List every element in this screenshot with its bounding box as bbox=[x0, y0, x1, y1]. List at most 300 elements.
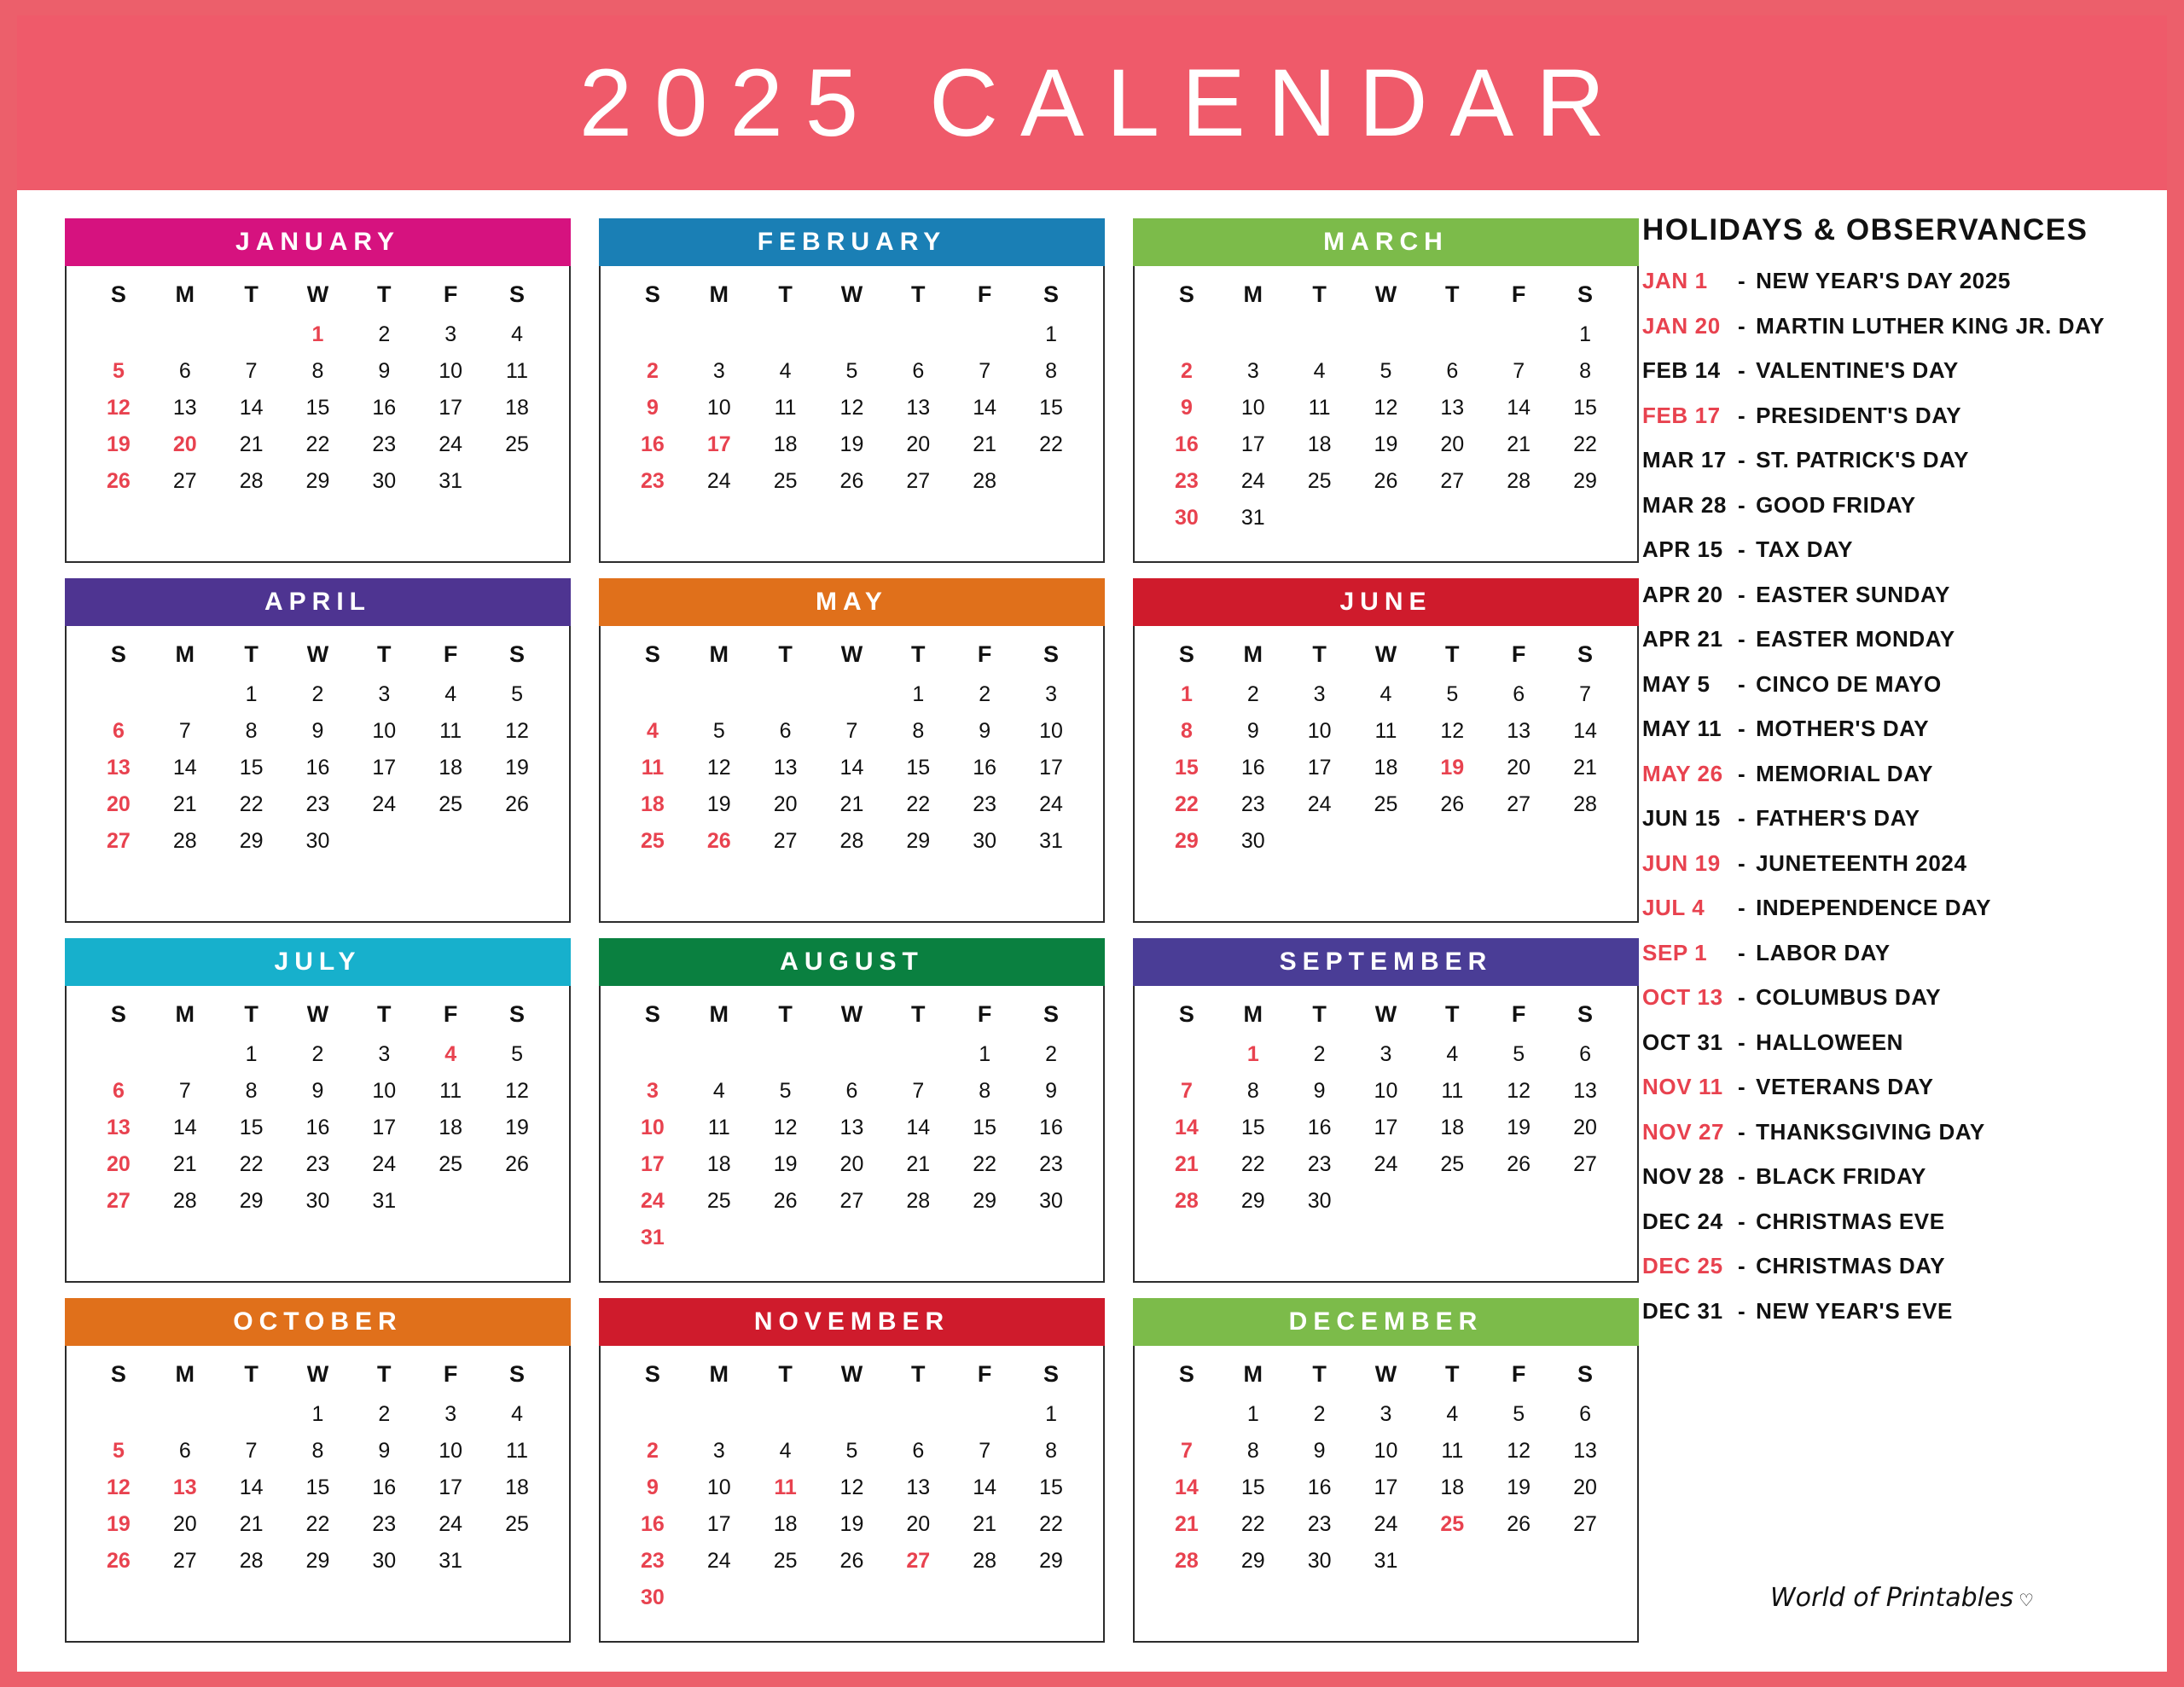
day-cell: 2 bbox=[1246, 682, 1259, 706]
weekday-label: S bbox=[110, 641, 126, 667]
day-cell: 22 bbox=[973, 1152, 997, 1176]
month-table bbox=[619, 1358, 1084, 1616]
day-cell: 24 bbox=[372, 1152, 397, 1176]
holiday-name: MOTHER'S DAY bbox=[1756, 716, 1930, 741]
holiday-separator: - bbox=[1738, 402, 1753, 428]
day-cell-empty bbox=[484, 823, 550, 860]
day-cell: 5 bbox=[511, 682, 523, 706]
day-cell: 12 bbox=[1507, 1439, 1531, 1463]
week-row bbox=[1153, 500, 1618, 536]
holiday-separator: - bbox=[1738, 984, 1753, 1010]
day-cell-empty bbox=[951, 1396, 1018, 1433]
day-cell: 22 bbox=[305, 1512, 330, 1536]
day-cell: 22 bbox=[906, 792, 931, 816]
day-cell: 6 bbox=[912, 359, 925, 383]
day-cell: 5 bbox=[1513, 1402, 1525, 1426]
month-row bbox=[65, 1298, 1639, 1643]
day-cell: 17 bbox=[1039, 756, 1063, 780]
day-cell: 13 bbox=[906, 396, 931, 420]
holiday-date: APR 15 bbox=[1642, 536, 1723, 562]
week-row bbox=[85, 316, 550, 353]
holiday-date: JAN 1 bbox=[1642, 268, 1708, 293]
day-cell: 15 bbox=[239, 1116, 264, 1139]
day-cell: 12 bbox=[773, 1116, 798, 1139]
day-cell: 1 bbox=[1246, 1042, 1259, 1066]
day-cell: 20 bbox=[1573, 1475, 1597, 1499]
day-cell-empty bbox=[1153, 1396, 1220, 1433]
day-cell: 10 bbox=[439, 359, 463, 383]
holiday-separator: - bbox=[1738, 939, 1753, 965]
day-cell: 14 bbox=[1175, 1116, 1199, 1139]
holiday-item bbox=[1642, 357, 2163, 384]
day-cell: 6 bbox=[112, 1079, 125, 1103]
holiday-date: DEC 25 bbox=[1642, 1253, 1723, 1278]
holiday-name: CHRISTMAS EVE bbox=[1756, 1208, 1945, 1234]
week-row bbox=[1153, 1433, 1618, 1470]
day-cell-empty bbox=[1419, 1183, 1485, 1220]
day-cell: 11 bbox=[439, 1079, 462, 1103]
month-table bbox=[1153, 278, 1618, 536]
week-row bbox=[1153, 1470, 1618, 1506]
day-cell: 30 bbox=[305, 829, 330, 853]
holiday-item bbox=[1642, 895, 2163, 921]
day-cell: 4 bbox=[779, 1439, 792, 1463]
month-header: NOVEMBER bbox=[599, 1298, 1105, 1346]
day-cell: 22 bbox=[1175, 792, 1199, 816]
holiday-separator: - bbox=[1738, 268, 1753, 293]
weekday-label: T bbox=[1445, 1361, 1460, 1387]
day-cell: 21 bbox=[1573, 756, 1597, 780]
day-cell-empty bbox=[1485, 316, 1552, 353]
day-cell: 13 bbox=[839, 1116, 864, 1139]
day-cell-empty bbox=[85, 676, 152, 713]
day-cell: 6 bbox=[112, 719, 125, 743]
weekday-label: S bbox=[1043, 281, 1060, 307]
weekday-label: T bbox=[1445, 1001, 1460, 1027]
day-cell: 27 bbox=[1573, 1152, 1597, 1176]
day-cell: 11 bbox=[1441, 1079, 1464, 1103]
day-cell: 5 bbox=[1513, 1042, 1525, 1066]
day-cell: 8 bbox=[1045, 359, 1057, 383]
day-cell-empty bbox=[1353, 823, 1420, 860]
day-cell: 25 bbox=[641, 829, 665, 853]
day-cell: 17 bbox=[706, 432, 731, 456]
month-body bbox=[65, 1346, 571, 1643]
day-cell: 27 bbox=[773, 829, 798, 853]
day-cell: 4 bbox=[1446, 1402, 1459, 1426]
week-row bbox=[619, 1036, 1084, 1073]
day-cell: 20 bbox=[906, 1512, 931, 1536]
day-cell-empty bbox=[85, 1036, 152, 1073]
holiday-separator: - bbox=[1738, 895, 1753, 920]
day-cell: 22 bbox=[305, 432, 330, 456]
day-cell: 16 bbox=[1175, 432, 1199, 456]
day-cell: 18 bbox=[1440, 1475, 1465, 1499]
weekday-label: S bbox=[1178, 1001, 1194, 1027]
holiday-item bbox=[1642, 492, 2163, 519]
day-cell: 28 bbox=[239, 469, 264, 493]
day-cell: 5 bbox=[112, 1439, 125, 1463]
day-cell-empty bbox=[752, 1580, 819, 1616]
day-cell: 10 bbox=[1240, 396, 1265, 420]
day-cell: 20 bbox=[1507, 756, 1531, 780]
month-table bbox=[85, 1358, 550, 1580]
day-cell: 31 bbox=[372, 1189, 397, 1213]
months-grid bbox=[65, 218, 1639, 1658]
day-cell-empty bbox=[819, 1036, 886, 1073]
day-cell: 2 bbox=[1180, 359, 1193, 383]
holiday-name: JUNETEENTH 2024 bbox=[1756, 849, 1967, 876]
day-cell-empty bbox=[885, 1220, 951, 1256]
week-row bbox=[619, 1433, 1084, 1470]
day-cell: 2 bbox=[311, 682, 324, 706]
day-cell: 14 bbox=[973, 1475, 997, 1499]
weekday-label: M bbox=[709, 1361, 729, 1387]
day-cell: 25 bbox=[505, 432, 529, 456]
day-cell-empty bbox=[819, 1220, 886, 1256]
day-cell: 3 bbox=[444, 322, 457, 346]
day-cell: 31 bbox=[1374, 1549, 1398, 1573]
month-january bbox=[65, 218, 571, 563]
day-cell: 21 bbox=[172, 1152, 197, 1176]
day-cell: 28 bbox=[906, 1189, 931, 1213]
day-cell: 8 bbox=[1246, 1079, 1259, 1103]
month-row bbox=[65, 578, 1639, 923]
day-cell: 24 bbox=[1374, 1152, 1398, 1176]
week-row bbox=[85, 1470, 550, 1506]
day-cell: 29 bbox=[305, 1549, 330, 1573]
day-cell: 27 bbox=[1440, 469, 1465, 493]
day-cell-empty bbox=[819, 1396, 886, 1433]
day-cell: 11 bbox=[1441, 1439, 1464, 1463]
month-body bbox=[1133, 986, 1639, 1283]
month-header: DECEMBER bbox=[1133, 1298, 1639, 1346]
day-cell: 31 bbox=[439, 1549, 463, 1573]
calendar-page bbox=[17, 15, 2167, 1672]
holiday-item bbox=[1642, 1298, 2163, 1325]
day-cell: 3 bbox=[1380, 1042, 1392, 1066]
week-row bbox=[85, 1110, 550, 1146]
day-cell: 25 bbox=[439, 792, 463, 816]
holidays-list bbox=[1642, 268, 2163, 1325]
weekday-label: W bbox=[1374, 281, 1397, 307]
day-cell: 30 bbox=[1175, 506, 1199, 530]
week-row bbox=[1153, 1183, 1618, 1220]
day-cell: 10 bbox=[1374, 1079, 1398, 1103]
day-cell: 27 bbox=[107, 829, 131, 853]
week-row bbox=[619, 353, 1084, 390]
month-header: MAY bbox=[599, 578, 1105, 626]
day-cell-empty bbox=[885, 1036, 951, 1073]
day-cell-empty bbox=[1552, 500, 1618, 536]
day-cell: 4 bbox=[646, 719, 659, 743]
day-cell: 2 bbox=[1045, 1042, 1057, 1066]
day-cell: 25 bbox=[505, 1512, 529, 1536]
week-row bbox=[85, 353, 550, 390]
weekday-header-row bbox=[619, 638, 1084, 676]
day-cell: 4 bbox=[1313, 359, 1326, 383]
day-cell: 16 bbox=[372, 396, 397, 420]
holiday-item bbox=[1642, 1119, 2163, 1145]
day-cell: 3 bbox=[1380, 1402, 1392, 1426]
week-row bbox=[1153, 1543, 1618, 1580]
day-cell: 21 bbox=[172, 792, 197, 816]
month-body bbox=[65, 986, 571, 1283]
day-cell: 23 bbox=[1307, 1152, 1332, 1176]
holiday-item bbox=[1642, 626, 2163, 652]
day-cell: 12 bbox=[839, 396, 864, 420]
day-cell-empty bbox=[1287, 500, 1353, 536]
weekday-label: M bbox=[175, 641, 195, 667]
day-cell: 23 bbox=[641, 1549, 665, 1573]
weekday-label: T bbox=[1312, 1001, 1327, 1027]
holiday-name: INDEPENDENCE DAY bbox=[1756, 895, 1992, 920]
day-cell: 9 bbox=[646, 1475, 659, 1499]
day-cell: 10 bbox=[372, 719, 397, 743]
holiday-name: FATHER'S DAY bbox=[1756, 805, 1920, 831]
weekday-label: T bbox=[911, 1361, 926, 1387]
day-cell: 24 bbox=[1307, 792, 1332, 816]
day-cell-empty bbox=[152, 1396, 218, 1433]
day-cell-empty bbox=[1552, 1183, 1618, 1220]
day-cell: 29 bbox=[239, 829, 264, 853]
day-cell: 9 bbox=[1246, 719, 1259, 743]
holiday-name: PRESIDENT'S DAY bbox=[1756, 402, 1962, 428]
day-cell-empty bbox=[484, 1183, 550, 1220]
holiday-date: NOV 28 bbox=[1642, 1163, 1725, 1189]
day-cell: 1 bbox=[245, 682, 258, 706]
day-cell: 5 bbox=[845, 359, 858, 383]
day-cell: 9 bbox=[646, 396, 659, 420]
day-cell: 17 bbox=[372, 756, 397, 780]
day-cell: 19 bbox=[706, 792, 731, 816]
day-cell: 26 bbox=[839, 1549, 864, 1573]
day-cell: 9 bbox=[1313, 1439, 1326, 1463]
day-cell-empty bbox=[417, 1183, 484, 1220]
day-cell: 10 bbox=[706, 396, 731, 420]
holiday-separator: - bbox=[1738, 1118, 1753, 1145]
weekday-label: S bbox=[509, 641, 526, 667]
day-cell: 17 bbox=[439, 1475, 463, 1499]
weekday-label: W bbox=[840, 1001, 863, 1027]
month-body bbox=[1133, 1346, 1639, 1643]
week-row bbox=[1153, 316, 1618, 353]
day-cell: 3 bbox=[646, 1079, 659, 1103]
weekday-label: F bbox=[1511, 1361, 1526, 1387]
week-row bbox=[1153, 390, 1618, 426]
day-cell: 11 bbox=[774, 396, 797, 420]
day-cell: 14 bbox=[172, 756, 197, 780]
holiday-item bbox=[1642, 940, 2163, 966]
day-cell: 20 bbox=[906, 432, 931, 456]
day-cell: 8 bbox=[311, 1439, 324, 1463]
day-cell-empty bbox=[951, 1580, 1018, 1616]
day-cell: 7 bbox=[979, 1439, 991, 1463]
holiday-name: LABOR DAY bbox=[1756, 939, 1891, 965]
day-cell-empty bbox=[1018, 1220, 1084, 1256]
day-cell: 2 bbox=[646, 1439, 659, 1463]
month-body bbox=[599, 1346, 1105, 1643]
week-row bbox=[85, 1073, 550, 1110]
day-cell: 5 bbox=[112, 359, 125, 383]
holiday-name: EASTER SUNDAY bbox=[1756, 581, 1950, 607]
day-cell: 13 bbox=[172, 396, 197, 420]
weekday-label: W bbox=[840, 281, 863, 307]
day-cell: 26 bbox=[1507, 1152, 1531, 1176]
day-cell: 26 bbox=[706, 829, 731, 853]
day-cell-empty bbox=[85, 316, 152, 353]
weekday-label: T bbox=[1312, 641, 1327, 667]
day-cell-empty bbox=[1353, 316, 1420, 353]
weekday-label: S bbox=[1577, 1001, 1594, 1027]
week-row bbox=[1153, 426, 1618, 463]
day-cell-empty bbox=[885, 1580, 951, 1616]
day-cell: 25 bbox=[706, 1189, 731, 1213]
day-cell: 28 bbox=[973, 469, 997, 493]
weekday-label: M bbox=[709, 281, 729, 307]
day-cell: 29 bbox=[1175, 829, 1199, 853]
holiday-name: MARTIN LUTHER KING JR. DAY bbox=[1756, 312, 2106, 339]
weekday-label: S bbox=[644, 281, 660, 307]
day-cell: 30 bbox=[372, 1549, 397, 1573]
day-cell: 27 bbox=[906, 469, 931, 493]
day-cell: 11 bbox=[439, 719, 462, 743]
weekday-label: W bbox=[306, 641, 329, 667]
weekday-label: S bbox=[644, 1361, 660, 1387]
holiday-separator: - bbox=[1738, 1253, 1753, 1278]
weekday-header-row bbox=[85, 638, 550, 676]
day-cell: 29 bbox=[906, 829, 931, 853]
weekday-label: T bbox=[778, 281, 793, 307]
weekday-label: F bbox=[1511, 281, 1526, 307]
day-cell: 1 bbox=[912, 682, 925, 706]
day-cell: 19 bbox=[839, 432, 864, 456]
day-cell: 15 bbox=[1039, 1475, 1063, 1499]
day-cell: 12 bbox=[1374, 396, 1398, 420]
day-cell: 15 bbox=[305, 396, 330, 420]
week-row bbox=[619, 1543, 1084, 1580]
holiday-separator: - bbox=[1738, 491, 1753, 518]
page-title: 2025 CALENDAR bbox=[578, 49, 1628, 156]
month-april bbox=[65, 578, 571, 923]
holiday-date: SEP 1 bbox=[1642, 939, 1708, 965]
weekday-label: T bbox=[778, 1361, 793, 1387]
day-cell: 13 bbox=[107, 1116, 131, 1139]
week-row bbox=[1153, 1073, 1618, 1110]
day-cell: 13 bbox=[773, 756, 798, 780]
holiday-date: DEC 31 bbox=[1642, 1297, 1723, 1324]
day-cell: 31 bbox=[1240, 506, 1265, 530]
heart-icon: ♡ bbox=[2018, 1590, 2035, 1610]
holiday-name: THANKSGIVING DAY bbox=[1756, 1118, 1985, 1145]
weekday-label: W bbox=[306, 1001, 329, 1027]
day-cell: 26 bbox=[1374, 469, 1398, 493]
day-cell: 24 bbox=[1240, 469, 1265, 493]
day-cell: 4 bbox=[712, 1079, 725, 1103]
day-cell: 7 bbox=[1180, 1439, 1193, 1463]
month-table bbox=[619, 638, 1084, 860]
weekday-header-row bbox=[85, 998, 550, 1036]
day-cell: 30 bbox=[372, 469, 397, 493]
holiday-date: FEB 17 bbox=[1642, 402, 1721, 428]
day-cell: 7 bbox=[979, 359, 991, 383]
day-cell: 23 bbox=[641, 469, 665, 493]
month-table bbox=[619, 278, 1084, 500]
weekday-header-row bbox=[1153, 1358, 1618, 1396]
day-cell: 18 bbox=[706, 1152, 731, 1176]
weekday-label: W bbox=[1374, 1361, 1397, 1387]
day-cell-empty bbox=[951, 316, 1018, 353]
day-cell: 20 bbox=[107, 1152, 131, 1176]
day-cell-empty bbox=[1485, 1183, 1552, 1220]
day-cell: 1 bbox=[1180, 682, 1193, 706]
day-cell: 8 bbox=[1579, 359, 1591, 383]
day-cell: 10 bbox=[372, 1079, 397, 1103]
month-header: FEBRUARY bbox=[599, 218, 1105, 266]
day-cell: 7 bbox=[178, 719, 191, 743]
weekday-header-row bbox=[85, 1358, 550, 1396]
day-cell: 8 bbox=[245, 719, 258, 743]
holiday-separator: - bbox=[1738, 760, 1753, 786]
holiday-separator: - bbox=[1738, 805, 1753, 831]
week-row bbox=[619, 1470, 1084, 1506]
weekday-label: T bbox=[911, 641, 926, 667]
day-cell-empty bbox=[686, 1580, 752, 1616]
day-cell: 12 bbox=[505, 719, 529, 743]
day-cell: 27 bbox=[1507, 792, 1531, 816]
week-row bbox=[1153, 353, 1618, 390]
week-row bbox=[85, 786, 550, 823]
day-cell-empty bbox=[686, 1396, 752, 1433]
day-cell-empty bbox=[951, 1220, 1018, 1256]
weekday-label: F bbox=[977, 281, 992, 307]
day-cell: 21 bbox=[839, 792, 864, 816]
day-cell: 18 bbox=[1440, 1116, 1465, 1139]
weekday-label: M bbox=[1243, 1361, 1263, 1387]
weekday-label: T bbox=[377, 641, 392, 667]
day-cell: 9 bbox=[378, 1439, 391, 1463]
day-cell: 26 bbox=[773, 1189, 798, 1213]
day-cell: 1 bbox=[979, 1042, 991, 1066]
day-cell: 14 bbox=[1175, 1475, 1199, 1499]
month-header: SEPTEMBER bbox=[1133, 938, 1639, 986]
weekday-label: S bbox=[644, 1001, 660, 1027]
day-cell: 11 bbox=[774, 1475, 797, 1499]
holiday-name: NEW YEAR'S DAY 2025 bbox=[1756, 268, 2011, 293]
week-row bbox=[1153, 463, 1618, 500]
day-cell: 19 bbox=[505, 756, 529, 780]
month-header: JULY bbox=[65, 938, 571, 986]
day-cell-empty bbox=[85, 1396, 152, 1433]
weekday-label: S bbox=[509, 281, 526, 307]
day-cell: 1 bbox=[245, 1042, 258, 1066]
day-cell: 11 bbox=[506, 359, 528, 383]
day-cell: 23 bbox=[1240, 792, 1265, 816]
weekday-label: T bbox=[1445, 641, 1460, 667]
month-table bbox=[619, 998, 1084, 1256]
day-cell: 17 bbox=[1374, 1116, 1398, 1139]
week-row bbox=[1153, 1110, 1618, 1146]
weekday-header-row bbox=[85, 278, 550, 316]
day-cell: 10 bbox=[1039, 719, 1063, 743]
day-cell: 23 bbox=[1175, 469, 1199, 493]
holiday-separator: - bbox=[1738, 357, 1753, 383]
day-cell: 9 bbox=[979, 719, 991, 743]
weekday-label: W bbox=[840, 641, 863, 667]
month-header: JUNE bbox=[1133, 578, 1639, 626]
day-cell: 18 bbox=[1374, 756, 1398, 780]
day-cell: 2 bbox=[311, 1042, 324, 1066]
